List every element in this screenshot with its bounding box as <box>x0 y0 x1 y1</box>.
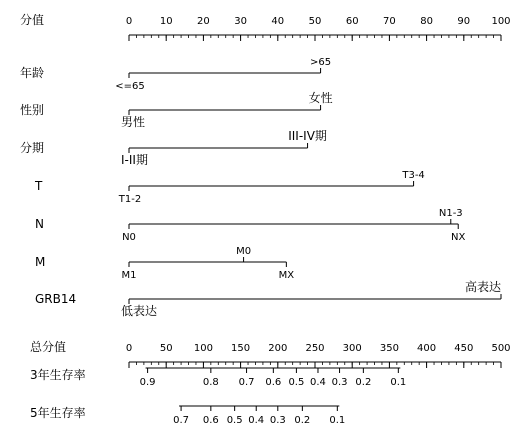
level-label: N1-3 <box>438 208 463 219</box>
axis-tick-label: 40 <box>271 16 285 27</box>
level-label: 男性 <box>121 115 146 129</box>
level-label: III-IV期 <box>288 129 327 143</box>
axis-tick-label: 100 <box>193 343 213 354</box>
axis-tick-label: 350 <box>379 343 399 354</box>
prob-tick-label: 0.5 <box>288 377 305 388</box>
axis-tick-label: 70 <box>383 16 396 27</box>
axis-tick-label: 50 <box>308 16 322 27</box>
row-label: T <box>35 179 43 193</box>
prob-tick-label: 0.9 <box>139 377 156 388</box>
level-label: T1-2 <box>118 194 142 205</box>
prob-tick-label: 0.8 <box>202 377 219 388</box>
level-label: N0 <box>122 232 136 243</box>
prob-tick-label: 0.3 <box>331 377 348 388</box>
prob-tick-label: 0.3 <box>269 415 286 426</box>
prob-tick-label: 0.4 <box>248 415 265 426</box>
prob-tick-label: 0.1 <box>390 377 407 388</box>
row-label: 总分值 <box>30 340 67 354</box>
row-label: 5年生存率 <box>30 406 86 420</box>
row-label: M <box>35 255 46 269</box>
prob-tick-label: 0.1 <box>329 415 346 426</box>
level-label: I-II期 <box>121 153 148 167</box>
row-label: GRB14 <box>35 292 77 306</box>
axis-tick-label: 300 <box>342 343 362 354</box>
axis-tick-label: 400 <box>417 343 437 354</box>
level-label: NX <box>451 232 466 243</box>
axis-tick-label: 0 <box>125 343 133 354</box>
axis-tick-label: 80 <box>420 16 433 27</box>
axis-tick-label: 10 <box>159 16 173 27</box>
level-label: M0 <box>236 246 252 257</box>
level-label: 高表达 <box>464 280 501 294</box>
axis-tick-label: 500 <box>491 343 511 354</box>
axis-tick-label: 90 <box>457 16 471 27</box>
row-label: N <box>35 217 44 231</box>
row-label: 分值 <box>20 13 45 27</box>
level-label: T3-4 <box>402 170 425 181</box>
row-label: 分期 <box>20 141 45 155</box>
prob-tick-label: 0.7 <box>238 377 255 388</box>
axis-tick-label: 250 <box>305 343 325 354</box>
prob-tick-label: 0.7 <box>173 415 190 426</box>
axis-tick-label: 30 <box>234 16 247 27</box>
axis-tick-label: 150 <box>231 343 251 354</box>
axis-tick-label: 0 <box>125 16 133 27</box>
prob-tick-label: 0.2 <box>294 415 311 426</box>
level-label: <=65 <box>115 81 145 92</box>
axis-tick-label: 100 <box>491 16 511 27</box>
axis-tick-label: 20 <box>197 16 210 27</box>
prob-tick-label: 0.6 <box>202 415 219 426</box>
level-label: M1 <box>121 270 137 281</box>
axis-tick-label: 200 <box>268 343 288 354</box>
row-label: 性别 <box>20 103 45 117</box>
axis-tick-label: 60 <box>345 16 359 27</box>
row-label: 3年生存率 <box>30 368 86 382</box>
prob-tick-label: 0.2 <box>355 377 372 388</box>
level-label: MX <box>278 270 295 281</box>
prob-tick-label: 0.5 <box>226 415 243 426</box>
prob-tick-label: 0.4 <box>310 377 326 388</box>
level-label: 女性 <box>308 91 333 105</box>
axis-tick-label: 50 <box>159 343 173 354</box>
axis-tick-label: 450 <box>454 343 474 354</box>
level-label: >65 <box>310 57 332 68</box>
level-label: 低表达 <box>121 304 158 318</box>
row-label: 年龄 <box>20 66 45 80</box>
prob-tick-label: 0.6 <box>265 377 282 388</box>
